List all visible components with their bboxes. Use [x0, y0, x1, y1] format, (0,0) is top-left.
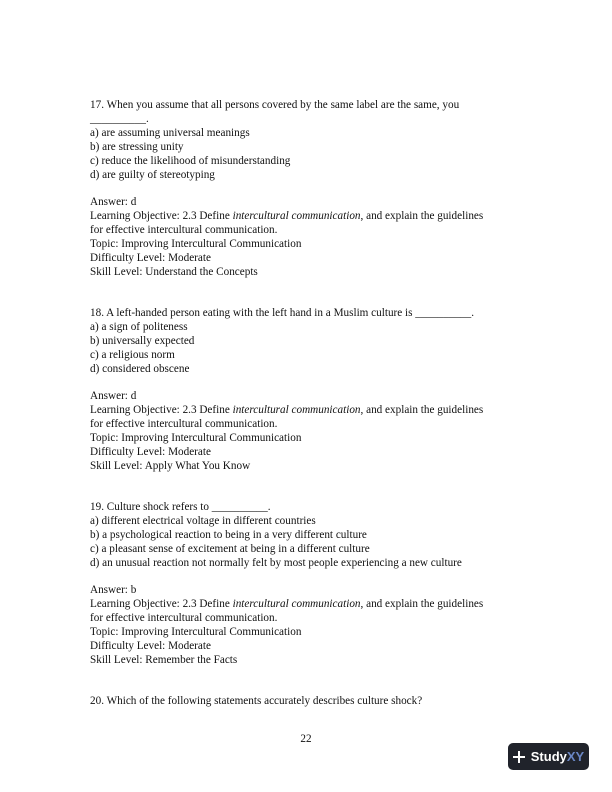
topic: Topic: Improving Intercultural Communication [90, 238, 302, 250]
option-b: b) a psychological reaction to being in a very different culture [90, 529, 367, 541]
answer: Answer: b [90, 584, 137, 596]
plus-icon [513, 751, 525, 763]
skill-level: Skill Level: Apply What You Know [90, 460, 251, 472]
option-c: c) a pleasant sense of excitement at being in a different culture [90, 543, 370, 555]
learning-objective: Learning Objective: 2.3 Define intercultural communication, and explain the guidelines [90, 598, 484, 610]
topic: Topic: Improving Intercultural Communication [90, 626, 302, 638]
badge-brand: Study [530, 748, 567, 764]
learning-objective-continued: for effective intercultural communication. [90, 612, 278, 624]
skill-level: Skill Level: Understand the Concepts [90, 266, 258, 278]
question-text: 20. Which of the following statements accurately describes culture shock? [90, 695, 423, 707]
difficulty-level: Difficulty Level: Moderate [90, 640, 211, 652]
difficulty-level: Difficulty Level: Moderate [90, 446, 211, 458]
option-d: d) an unusual reaction not normally felt by most people experiencing a new culture [90, 557, 462, 569]
question-text-continued: __________. [90, 113, 149, 125]
learning-objective-continued: for effective intercultural communication. [90, 224, 278, 236]
option-d: d) are guilty of stereotyping [90, 169, 215, 181]
answer: Answer: d [90, 196, 137, 208]
question-text: 17. When you assume that all persons covered by the same label are the same, you [90, 99, 460, 111]
question-text: 19. Culture shock refers to __________. [90, 501, 271, 513]
option-c: c) a religious norm [90, 349, 175, 361]
page-number: 22 [300, 733, 312, 745]
option-a: a) different electrical voltage in different countries [90, 515, 316, 527]
option-d: d) considered obscene [90, 363, 190, 375]
option-b: b) are stressing unity [90, 141, 184, 153]
studyxy-badge[interactable] [508, 743, 589, 770]
option-c: c) reduce the likelihood of misunderstanding [90, 155, 291, 167]
learning-objective-continued: for effective intercultural communication. [90, 418, 278, 430]
option-a: a) are assuming universal meanings [90, 127, 250, 139]
question-text: 18. A left-handed person eating with the left hand in a Muslim culture is __________. [90, 307, 475, 319]
option-a: a) a sign of politeness [90, 321, 188, 333]
learning-objective: Learning Objective: 2.3 Define intercultural communication, and explain the guidelines [90, 404, 484, 416]
skill-level: Skill Level: Remember the Facts [90, 654, 238, 666]
difficulty-level: Difficulty Level: Moderate [90, 252, 211, 264]
answer: Answer: d [90, 390, 137, 402]
learning-objective: Learning Objective: 2.3 Define intercultural communication, and explain the guidelines [90, 210, 484, 222]
topic: Topic: Improving Intercultural Communication [90, 432, 302, 444]
badge-brand-accent: XY [566, 748, 585, 764]
option-b: b) universally expected [90, 335, 195, 347]
